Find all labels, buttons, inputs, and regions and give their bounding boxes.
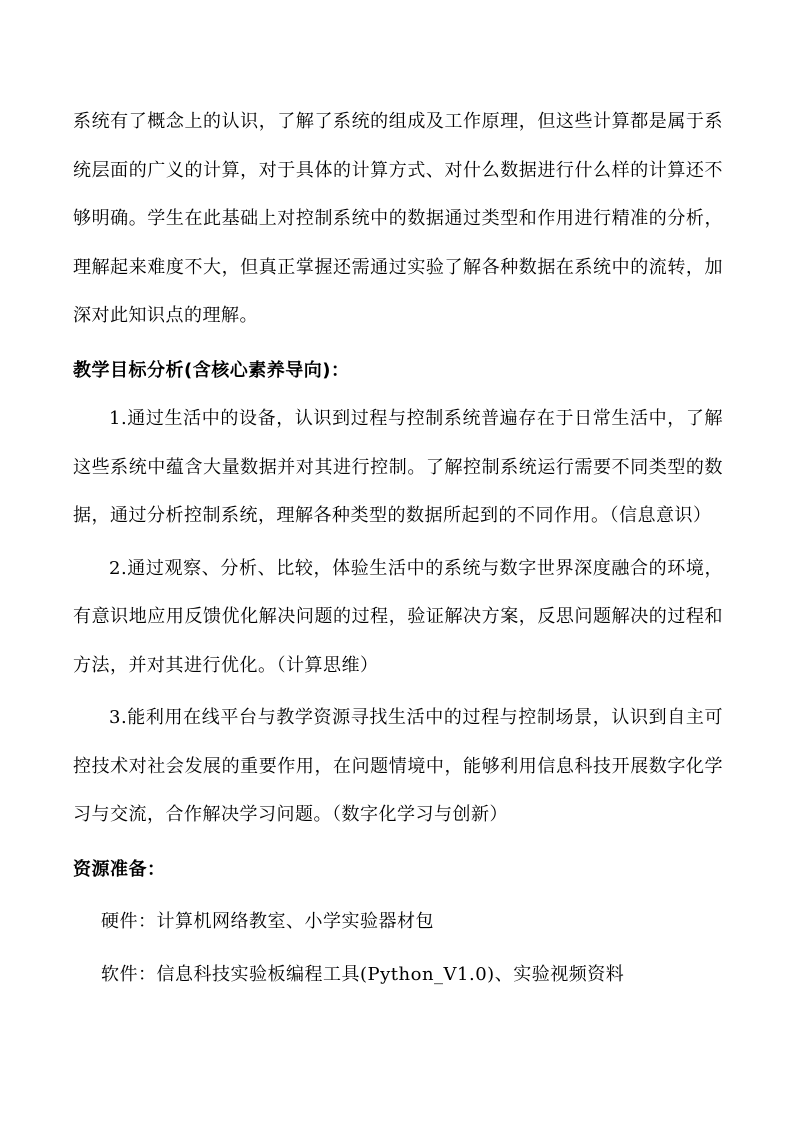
resources-software: 软件：信息科技实验板编程工具(Python_V1.0)、实验视频资料 [101, 963, 625, 985]
resources-hardware: 硬件：计算机网络教室、小学实验器材包 [101, 911, 434, 932]
objectives-heading: 教学目标分析(含核心素养导向)： [73, 359, 350, 381]
objective-item-1: 1.通过生活中的设备，认识到过程与控制系统普遍存在于日常生活中，了解这些系统中蕴含大量数据并对其进行控制。了解控制系统运行需要不同类型的数据，通过分析控制系统，理解各种类型的数据所起到的不同作用。（信息意识） [73, 408, 723, 526]
objective-item-3: 3.能利用在线平台与教学资源寻找生活中的过程与控制场景，认识到自主可控技术对社会发展的重要作用，在问题情境中，能够利用信息科技开展数字化学习与交流，合作解决学习问题。（数字化学习与创新） [73, 707, 723, 825]
resources-heading: 资源准备： [73, 858, 166, 880]
document-page [73, 98, 723, 999]
intro-paragraph: 系统有了概念上的认识，了解了系统的组成及工作原理，但这些计算都是属于系统层面的广义的计算，对于具体的计算方式、对什么数据进行什么样的计算还不够明确。学生在此基础上对控制系统中的数据通过类型和作用进行精准的分析，理解起来难度不大，但真正掌握还需通过实验了解各种数据在系统中的流转，加深对此知识点的理解。 [73, 111, 723, 326]
objective-item-2: 2.通过观察、分析、比较，体验生活中的系统与数字世界深度融合的环境，有意识地应用反馈优化解决问题的过程，验证解决方案，反思问题解决的过程和方法，并对其进行优化。（计算思维） [73, 557, 723, 676]
